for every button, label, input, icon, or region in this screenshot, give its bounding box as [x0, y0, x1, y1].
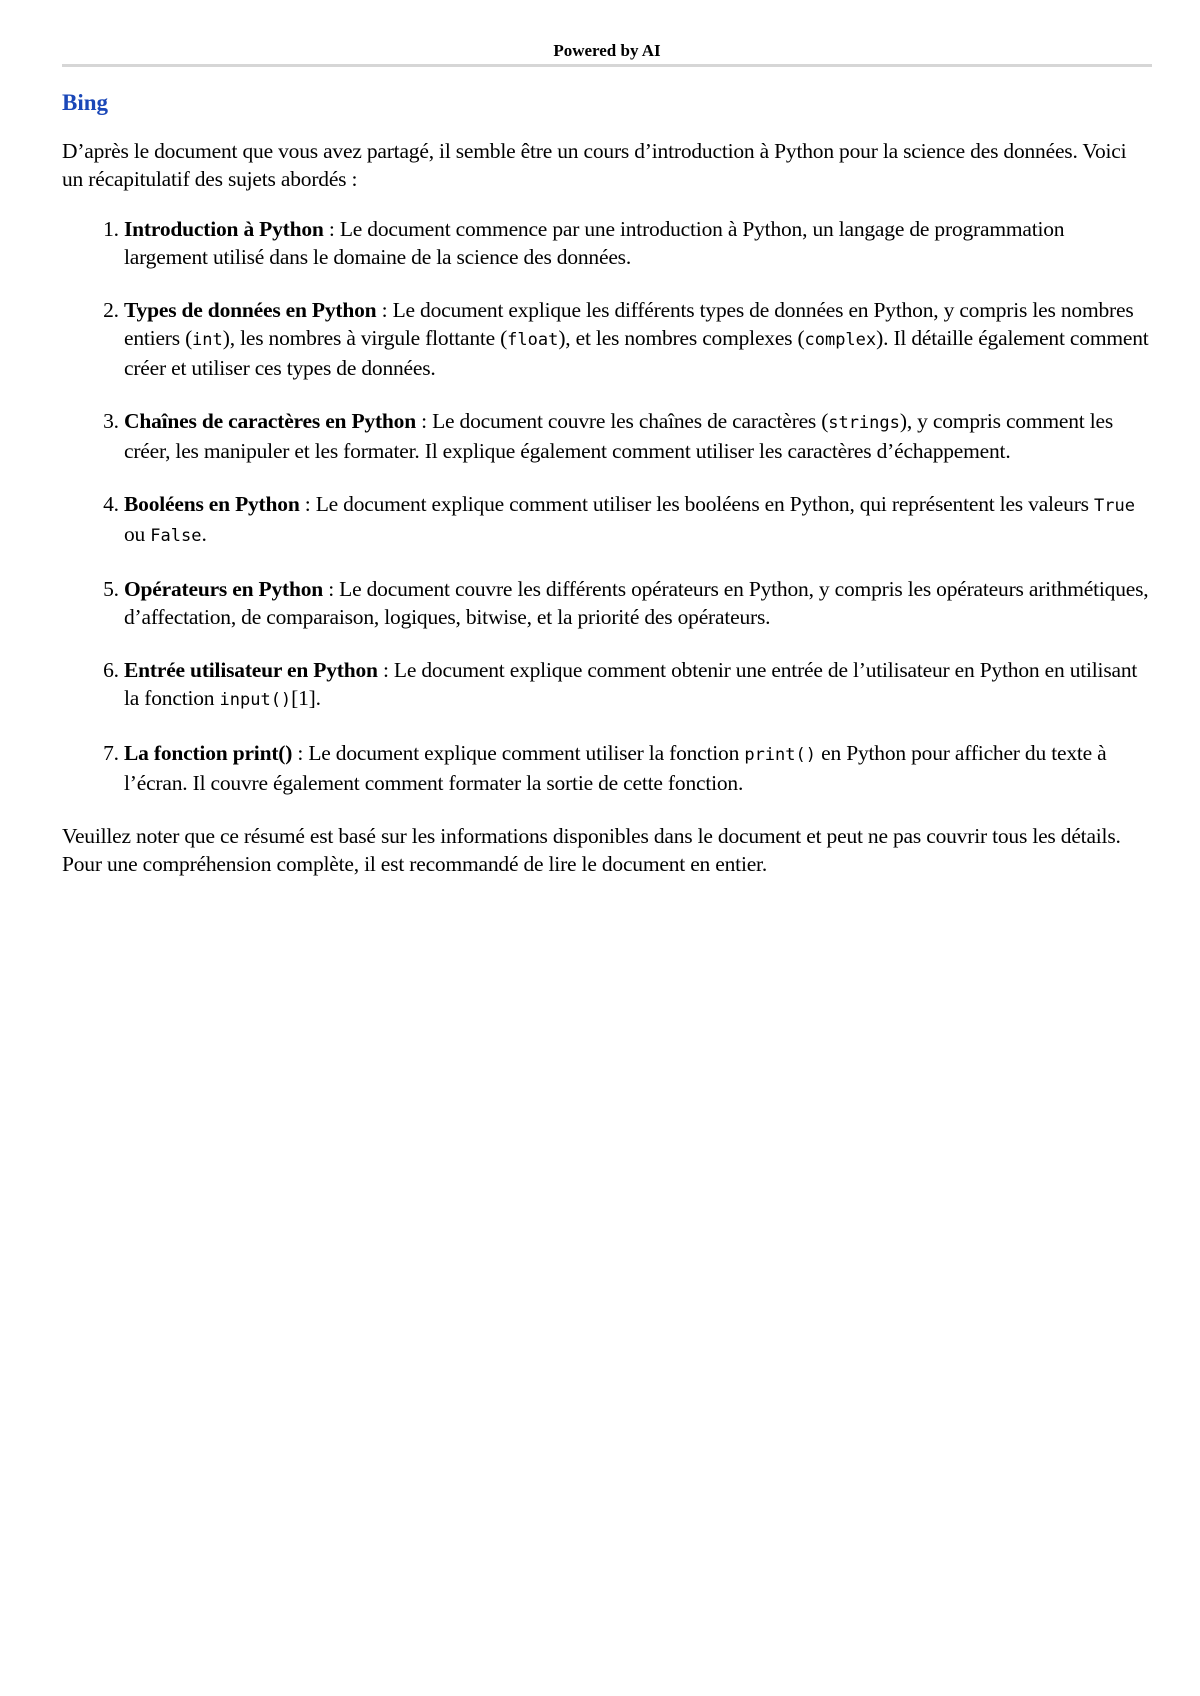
topic-item: 5. Opérateurs en Python : Le document couvre les différents opérateurs en Python, y compris les opérateurs arithmétiques, d’affectation, de comparaison, logiques, bitwise, et la priorité des opérateurs. — [124, 575, 1152, 631]
closing-paragraph: Veuillez noter que ce résumé est basé sur les informations disponibles dans le document et peut ne pas couvrir tous les détails. Pour une compréhension complète, il est recommandé de lire le document en entier. — [62, 823, 1121, 876]
topic-text: Le document explique comment utiliser les booléens en Python, qui représentent les valeurs — [315, 491, 1095, 516]
topic-title: Chaînes de caractères en Python — [124, 408, 416, 433]
intro-paragraph: D’après le document que vous avez partagé, il semble être un cours d’introduction à Python pour la science des données. Voici un récapitulatif des sujets abordés : — [62, 139, 1127, 191]
topic-title: La fonction print() — [124, 740, 293, 765]
topic-text: Le document couvre les chaînes de caractères ( — [432, 408, 829, 433]
code-snippet: print() — [744, 744, 816, 765]
topic-title: Types de données en Python — [124, 297, 377, 322]
code-snippet: True — [1094, 495, 1135, 516]
code-snippet: strings — [828, 412, 900, 433]
topic-item: 3. Chaînes de caractères en Python : Le document couvre les chaînes de caractères (strings), y compris comment les créer, les manipuler et les formater. Il explique également comment utiliser les caractères d’échappement. — [124, 407, 1152, 465]
topic-item: 1. Introduction à Python : Le document commence par une introduction à Python, un langage de programmation largement utilisé dans le domaine de la science des données. — [124, 215, 1152, 271]
powered-by-header: Powered by AI — [62, 0, 1152, 67]
topic-item: 7. La fonction print() : Le document explique comment utiliser la fonction print() en Python pour afficher du texte à l’écran. Il couvre également comment formater la sortie de cette fonction. — [124, 739, 1152, 797]
topic-title: Opérateurs en Python — [124, 576, 324, 601]
topic-text: Le document commence par une introduction à Python, un langage de programmation largement utilisé dans le domaine de la science des données. — [124, 216, 1065, 269]
brand-name: Bing — [62, 90, 109, 115]
topic-title: Booléens en Python — [124, 491, 300, 516]
topic-text: Le document explique comment utiliser la fonction — [308, 740, 745, 765]
topic-item: 4. Booléens en Python : Le document explique comment utiliser les booléens en Python, qui représentent les valeurs True ou False. — [124, 490, 1152, 550]
topics-list — [62, 215, 1152, 797]
code-snippet: False — [150, 525, 202, 546]
code-snippet: complex — [804, 329, 877, 350]
code-snippet: input() — [219, 689, 292, 710]
code-snippet: float — [507, 329, 559, 350]
topic-text: Le document explique comment obtenir une entrée de l’utilisateur en Python en utilisant la fonction — [124, 657, 1138, 710]
topic-text: Le document explique les différents types de données en Python, y compris les nombres entiers ( — [124, 297, 1134, 350]
topic-item: 2. Types de données en Python : Le document explique les différents types de données en Python, y compris les nombres entiers (int), les nombres à virgule flottante (float), et les nombres complexes (complex). Il détaille également comment créer et utiliser ces types de données. — [124, 296, 1152, 382]
topic-title: Introduction à Python — [124, 216, 324, 241]
topic-text: Le document couvre les différents opérateurs en Python, y compris les opérateurs arithmétiques, d’affectation, de comparaison, logiques, bitwise, et la priorité des opérateurs. — [124, 576, 1149, 629]
topic-item: 6. Entrée utilisateur en Python : Le document explique comment obtenir une entrée de l’utilisateur en Python en utilisant la fonction input()[1]. — [124, 656, 1152, 714]
citation-link[interactable]: [1]. — [291, 685, 321, 710]
document-page — [62, 0, 1152, 899]
topic-title: Entrée utilisateur en Python — [124, 657, 378, 682]
code-snippet: int — [192, 329, 223, 350]
